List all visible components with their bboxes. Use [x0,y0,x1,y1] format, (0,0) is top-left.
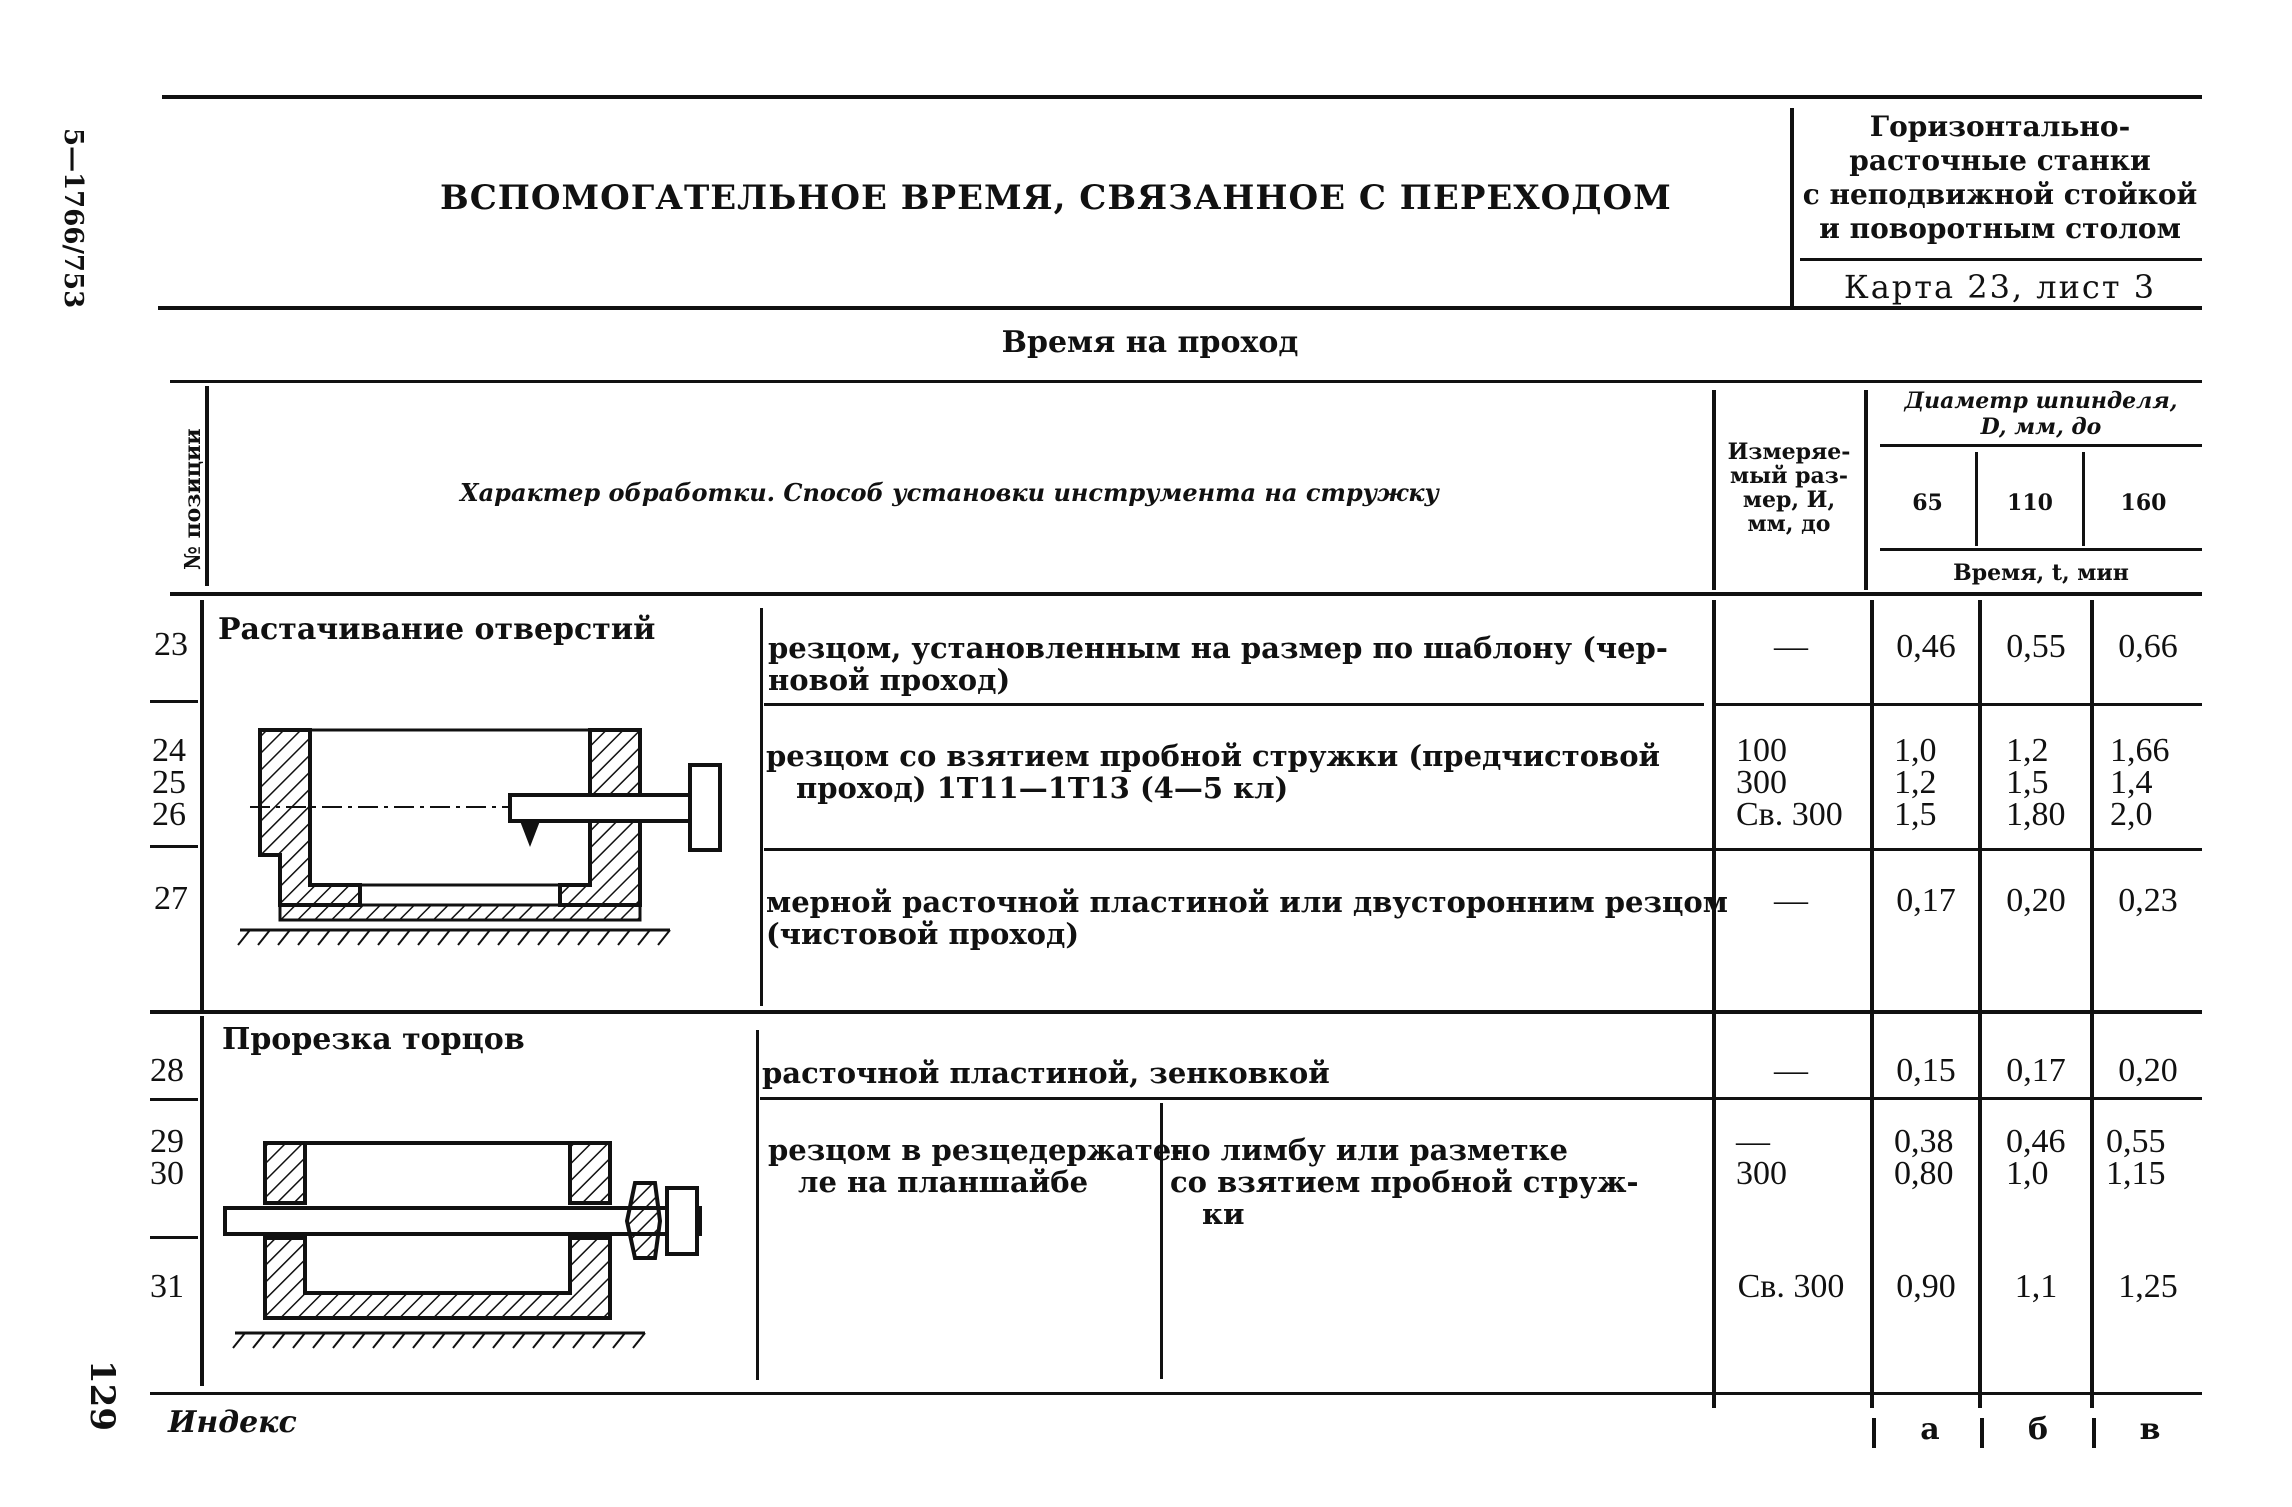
time-value-65: 0,46 [1896,628,1956,665]
time-value-160: 0,23 [2118,882,2178,919]
time-value: 1,5 [2006,764,2049,801]
time-value: 2,0 [2110,796,2153,833]
position-number: 31 [150,1268,184,1305]
diameter-line: D, мм, до [1980,414,2102,440]
machine-line: Горизонтально- [1869,110,2131,143]
diameter-65: 65 [1912,490,1943,516]
group-title: Прорезка торцов [222,1022,525,1057]
position-number: 23 [154,626,188,663]
time-value: 1,0 [1894,732,1937,769]
col-processing: Характер обработки. Способ установки инструмента на стружку [460,478,1439,507]
measured-size: — [1774,628,1808,665]
diameter-line: Диаметр шпинделя, [1904,388,2178,414]
position-number: 29 [150,1123,184,1160]
processing-method-left [768,1134,1183,1198]
measured-size: 100 [1736,732,1787,769]
method-line: проход) 1Т11—1Т13 (4—5 кл) [796,771,1289,805]
time-value: 0,80 [1894,1155,1954,1192]
measured-size: Св. 300 [1736,796,1843,833]
measured-line: мый раз- [1730,463,1848,489]
time-value-65: 0,90 [1896,1268,1956,1305]
measured-line: мер, И, [1742,487,1836,513]
processing-method: расточной пластиной, зенковкой [762,1056,1330,1090]
method-line: ле на планшайбе [798,1165,1089,1199]
col-position-no: № позиции [180,428,206,570]
method-line: резцом, установленным на размер по шаблону (чер- [768,631,1668,665]
col-diameter [1880,388,2202,440]
position-number: 25 [152,764,186,801]
machine-line: расточные станки [1849,144,2151,177]
method-line: резцом со взятием пробной стружки (предчистовой [766,739,1661,773]
measured-size: 300 [1736,764,1787,801]
measured-sizes [1736,1123,1787,1192]
index-v: в [2139,1412,2161,1447]
section-title: Время на проход [1001,325,1299,360]
index-a: а [1920,1412,1940,1447]
method-line: ки [1202,1197,1245,1231]
diameter-160: 160 [2120,490,2167,516]
card-number: Карта 23, лист 3 [1843,268,2157,306]
side-code: 5—1766/753 [58,128,88,309]
method-line: новой проход) [768,663,1011,697]
method-line: мерной расточной пластиной или двусторонним резцом [766,885,1728,919]
time-value: 0,46 [2006,1123,2066,1160]
time-value: 1,4 [2110,764,2153,801]
time-values-160 [2110,732,2170,833]
processing-method [766,886,1728,950]
method-line: (чистовой проход) [766,917,1080,951]
time-value: 1,2 [1894,764,1937,801]
processing-method-right [1170,1134,1639,1230]
index-b: б [2027,1412,2048,1447]
measured-size: Св. 300 [1737,1268,1845,1305]
time-values-65 [1894,1123,1954,1192]
time-values-110 [2006,732,2066,833]
time-value-110: 0,55 [2006,628,2066,665]
measured-size: — [1736,1123,1770,1160]
machine-line: с неподвижной стойкой [1802,178,2198,211]
group-title: Растачивание отверстий [218,612,656,647]
time-value-65: 0,17 [1896,882,1956,919]
time-values-110 [2006,1123,2066,1192]
page-title: ВСПОМОГАТЕЛЬНОЕ ВРЕМЯ, СВЯЗАННОЕ С ПЕРЕХОДОМ [440,178,1672,218]
index-label: Индекс [168,1405,297,1440]
position-number: 28 [150,1052,184,1089]
measured-size: — [1774,882,1808,919]
position-numbers [150,1123,184,1192]
position-number: 30 [150,1155,184,1192]
time-value: 1,2 [2006,732,2049,769]
time-value: 0,55 [2106,1123,2166,1160]
position-number: 26 [152,796,186,833]
time-value-160: 0,66 [2118,628,2178,665]
time-value-160: 1,25 [2118,1268,2178,1305]
time-value: 0,38 [1894,1123,1954,1160]
time-value-110: 0,17 [2006,1052,2066,1089]
time-values-160 [2106,1123,2166,1192]
page-number: 129 [82,1360,122,1431]
time-value-65: 0,15 [1896,1052,1956,1089]
position-number: 24 [152,732,186,769]
time-value-160: 0,20 [2118,1052,2178,1089]
processing-method [766,740,1660,804]
time-value: 1,5 [1894,796,1937,833]
time-values-65 [1894,732,1937,833]
time-value: 1,15 [2106,1155,2166,1192]
measured-line: мм, до [1747,511,1831,537]
method-line: по лимбу или разметке [1170,1133,1568,1167]
time-value-110: 1,1 [2014,1268,2058,1305]
machine-line: и поворотным столом [1819,212,2181,245]
measured-size: — [1774,1052,1808,1089]
time-value: 1,0 [2006,1155,2049,1192]
time-value: 1,66 [2110,732,2170,769]
machine-description [1800,110,2200,246]
position-numbers [152,732,186,833]
col-measured-size [1716,440,1862,536]
measured-size: 300 [1736,1155,1787,1192]
processing-method [768,632,1668,696]
time-value-110: 0,20 [2006,882,2066,919]
measured-line: Измеряе- [1727,439,1851,465]
method-line: со взятием пробной струж- [1170,1165,1639,1199]
col-time: Время, t, мин [1953,560,2129,586]
facing-diagram [215,1128,735,1378]
boring-diagram [230,715,750,955]
measured-sizes [1736,732,1843,833]
method-line: резцом в резцедержате- [768,1133,1184,1167]
diameter-110: 110 [2007,490,2053,516]
position-number: 27 [154,880,188,917]
time-value: 1,80 [2006,796,2066,833]
